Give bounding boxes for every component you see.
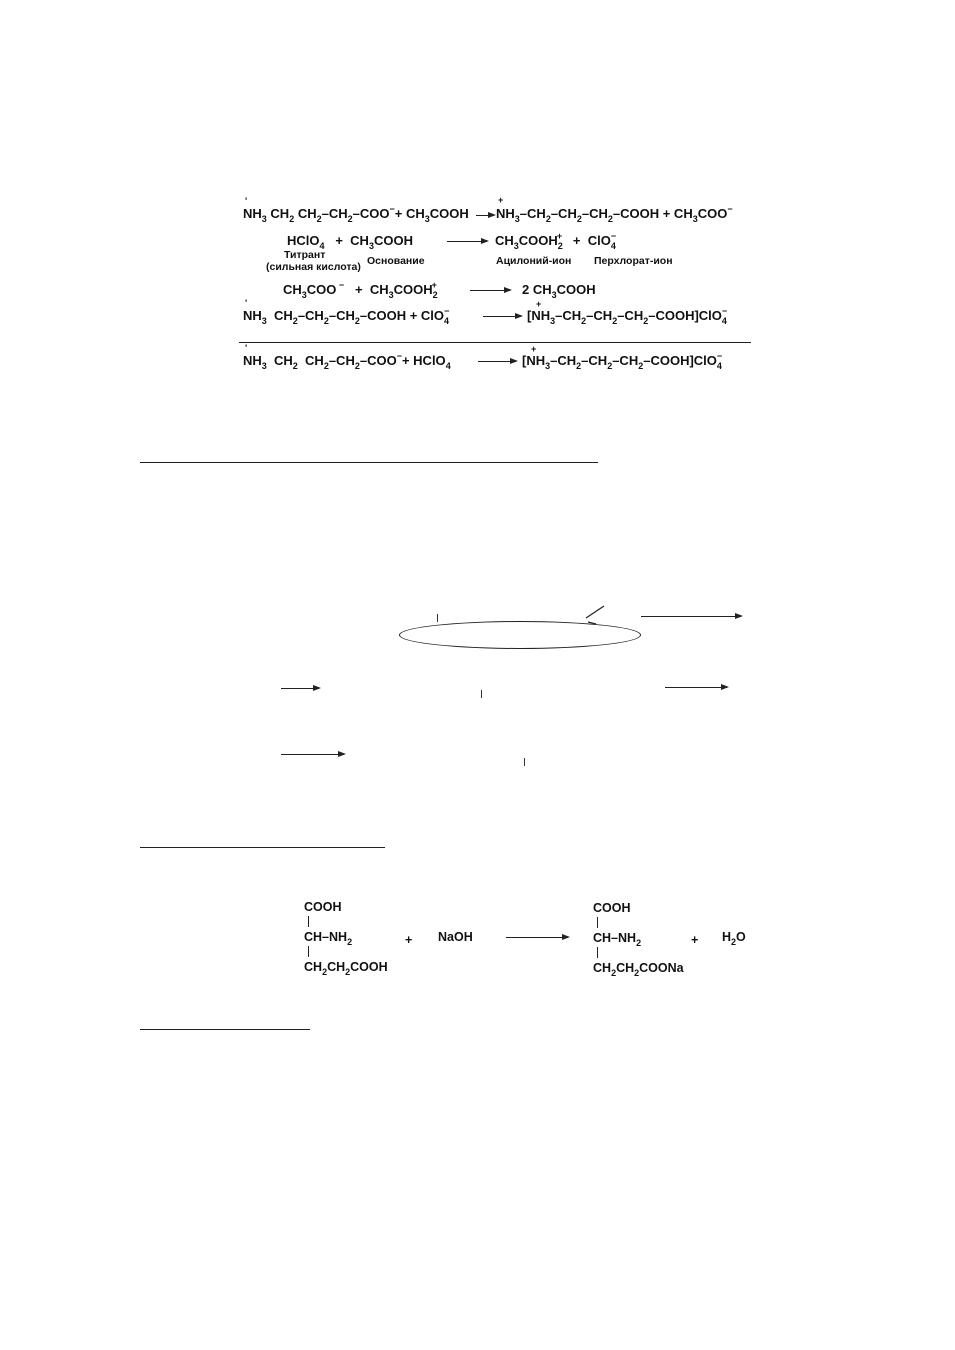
reactant-bond-2 bbox=[308, 946, 309, 957]
eq5-right: [ + $NH_3-CH_2-CH_2-CH_2-COOH]ClO_4^-$ bbox=[522, 344, 723, 371]
reaction-arrow bbox=[506, 937, 568, 938]
eq2-left: HClO$_4$ + $CH_3COOH$ bbox=[287, 233, 413, 251]
product-bond-1 bbox=[597, 917, 598, 928]
label-titrant: Титрант bbox=[284, 249, 326, 261]
eq5-left: ' $NH_3$ $CH_2$ $CH_2-CH_2-COO^-+$ HClO$_4$ bbox=[243, 343, 451, 371]
eq4-arrow bbox=[483, 316, 521, 317]
eq1-arrow bbox=[476, 215, 494, 216]
eq1-right: + $NH_3-CH_2-CH_2-CH_2$–COOH + $CH_3COO^-$ bbox=[496, 195, 733, 224]
blank-arrow-2 bbox=[281, 688, 319, 689]
eq3-arrow bbox=[470, 290, 510, 291]
reagent-naoh: NaOH bbox=[438, 930, 473, 944]
eq2-arrow bbox=[447, 241, 487, 242]
scheme-separator bbox=[239, 342, 751, 343]
label-perchlorate: Перхлорат-ион bbox=[594, 255, 673, 267]
eq5-arrow bbox=[478, 361, 516, 362]
eq3-right: 2 $CH_3COOH$ bbox=[522, 282, 596, 300]
tick-mark bbox=[437, 614, 438, 622]
label-base: Основание bbox=[367, 255, 425, 267]
blank-line-3 bbox=[140, 1029, 310, 1030]
reactant-side-chain: $CH_2CH_2COOH$ bbox=[304, 960, 388, 977]
blank-arrow-4 bbox=[281, 754, 344, 755]
product-side-chain: $CH_2CH_2COONa$ bbox=[593, 961, 684, 978]
product-ch-nh2: $CH-NH_2$ bbox=[593, 931, 642, 948]
byproduct-water: $H_2O$ bbox=[722, 930, 746, 947]
reactant-cooh: COOH bbox=[304, 900, 342, 914]
blank-line-2 bbox=[140, 847, 385, 848]
blank-arrow-1 bbox=[641, 616, 741, 617]
eq2-right: $CH_3COOH_2^+ + ClO_4^-$ bbox=[495, 231, 617, 251]
eq1-left: ' $NH_3$ $CH_2$ $CH_2-CH_2-COO^-+$ $CH_3COOH$ bbox=[243, 196, 469, 224]
oval-shape bbox=[399, 621, 641, 649]
plus-sign-2: + bbox=[691, 933, 699, 947]
reactant-ch-nh2: $CH-NH_2$ bbox=[304, 930, 353, 947]
blank-line-1 bbox=[140, 462, 598, 463]
product-bond-2 bbox=[597, 947, 598, 958]
tick-mark-3 bbox=[524, 758, 525, 766]
product-cooh: COOH bbox=[593, 901, 631, 915]
label-strong-acid: (сильная кислота) bbox=[266, 261, 361, 273]
label-acylonium: Ацилоний-ион bbox=[496, 255, 572, 267]
eq4-left: ' $NH_3$ $CH_2-CH_2-CH_2$–COOH + ClO$_4$− bbox=[243, 298, 450, 326]
blank-arrow-3 bbox=[665, 687, 727, 688]
reactant-bond-1 bbox=[308, 916, 309, 927]
eq4-right: [ + $NH_3-CH_2-CH_2-CH_2-COOH]ClO_4^-$ bbox=[527, 299, 728, 326]
tick-mark-2 bbox=[481, 690, 482, 698]
plus-sign-1: + bbox=[405, 933, 413, 947]
eq3-left: $CH_3COO$ $^- + CH_3COOH_2^+$ bbox=[283, 280, 438, 300]
